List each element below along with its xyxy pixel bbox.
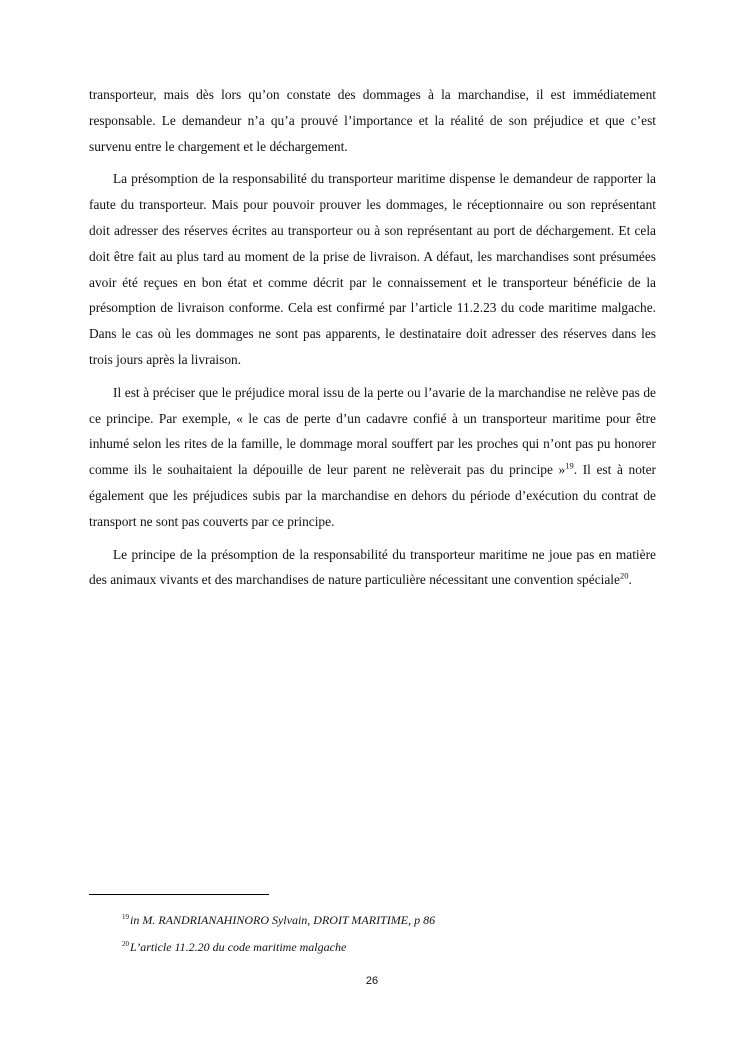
footnote-20 xyxy=(122,939,642,955)
footnote-number: 20 xyxy=(122,940,129,948)
page-body xyxy=(89,82,656,600)
paragraph-4-text-start: Le principe de la présomption de la responsabilité du transporteur maritime ne joue pas en matière des animaux vivants et des marchandises de nature particulière nécessitant une convention spéciale xyxy=(89,546,656,588)
paragraph-3 xyxy=(89,380,656,535)
paragraph-3-text-start: Il est à préciser que le préjudice moral issu de la perte ou l’avarie de la marchandise ne relève pas de ce principe. Par exemple, « le cas de perte d’un cadavre confié à un transporteur maritime pour être inhumé selon les rites de la famille, le dommage moral souffert par les proches qui n’ont pas pu honorer comme ils le souhaitaient la dépouille de leur parent ne relèverait pas du principe » xyxy=(89,384,656,478)
footnotes xyxy=(122,912,642,966)
paragraph-4 xyxy=(89,542,656,594)
footnote-ref-20[interactable]: 20 xyxy=(619,570,629,581)
paragraph-2: La présomption de la responsabilité du transporteur maritime dispense le demandeur de rapporter la faute du transporteur. Mais pour pouvoir prouver les dommages, le réceptionnaire ou son représentant doit adresser des réserves écrites au transporteur ou à son représentant au port de déchargement. Et cela doit être fait au plus tard au moment de la prise de livraison. A défaut, les marchandises sont présumées avoir été reçues en bon état et comme décrit par le connaissement et le transporteur bénéficie de la présomption de livraison conforme. Cela est confirmé par l’article 11.2.23 du code maritime malgache. Dans le cas où les dommages ne sont pas apparents, le destinataire doit adresser des réserves dans les trois jours après la livraison. xyxy=(89,171,656,367)
footnote-19 xyxy=(122,912,642,928)
footnote-text: in M. RANDRIANAHINORO Sylvain, DROIT MARITIME, p 86 xyxy=(130,913,436,927)
footnote-separator xyxy=(89,894,269,895)
footnote-ref-19[interactable]: 19 xyxy=(565,460,574,471)
page-number: 26 xyxy=(365,975,379,987)
footnote-number: 19 xyxy=(122,913,129,921)
footnote-text: L’article 11.2.20 du code maritime malgache xyxy=(130,940,347,954)
paragraph-4-text-end: . xyxy=(628,572,632,588)
paragraph-3-text-end: . Il est à noter également que les préjudices subis par la marchandise en dehors du période d’exécution du contrat de transport ne sont pas couverts par ce principe. xyxy=(89,462,657,529)
paragraph-1: transporteur, mais dès lors qu’on constate des dommages à la marchandise, il est immédiatement responsable. Le demandeur n’a qu’a prouvé l’importance et la réalité de son préjudice et que c’est survenu entre le chargement et le déchargement. xyxy=(89,87,656,154)
